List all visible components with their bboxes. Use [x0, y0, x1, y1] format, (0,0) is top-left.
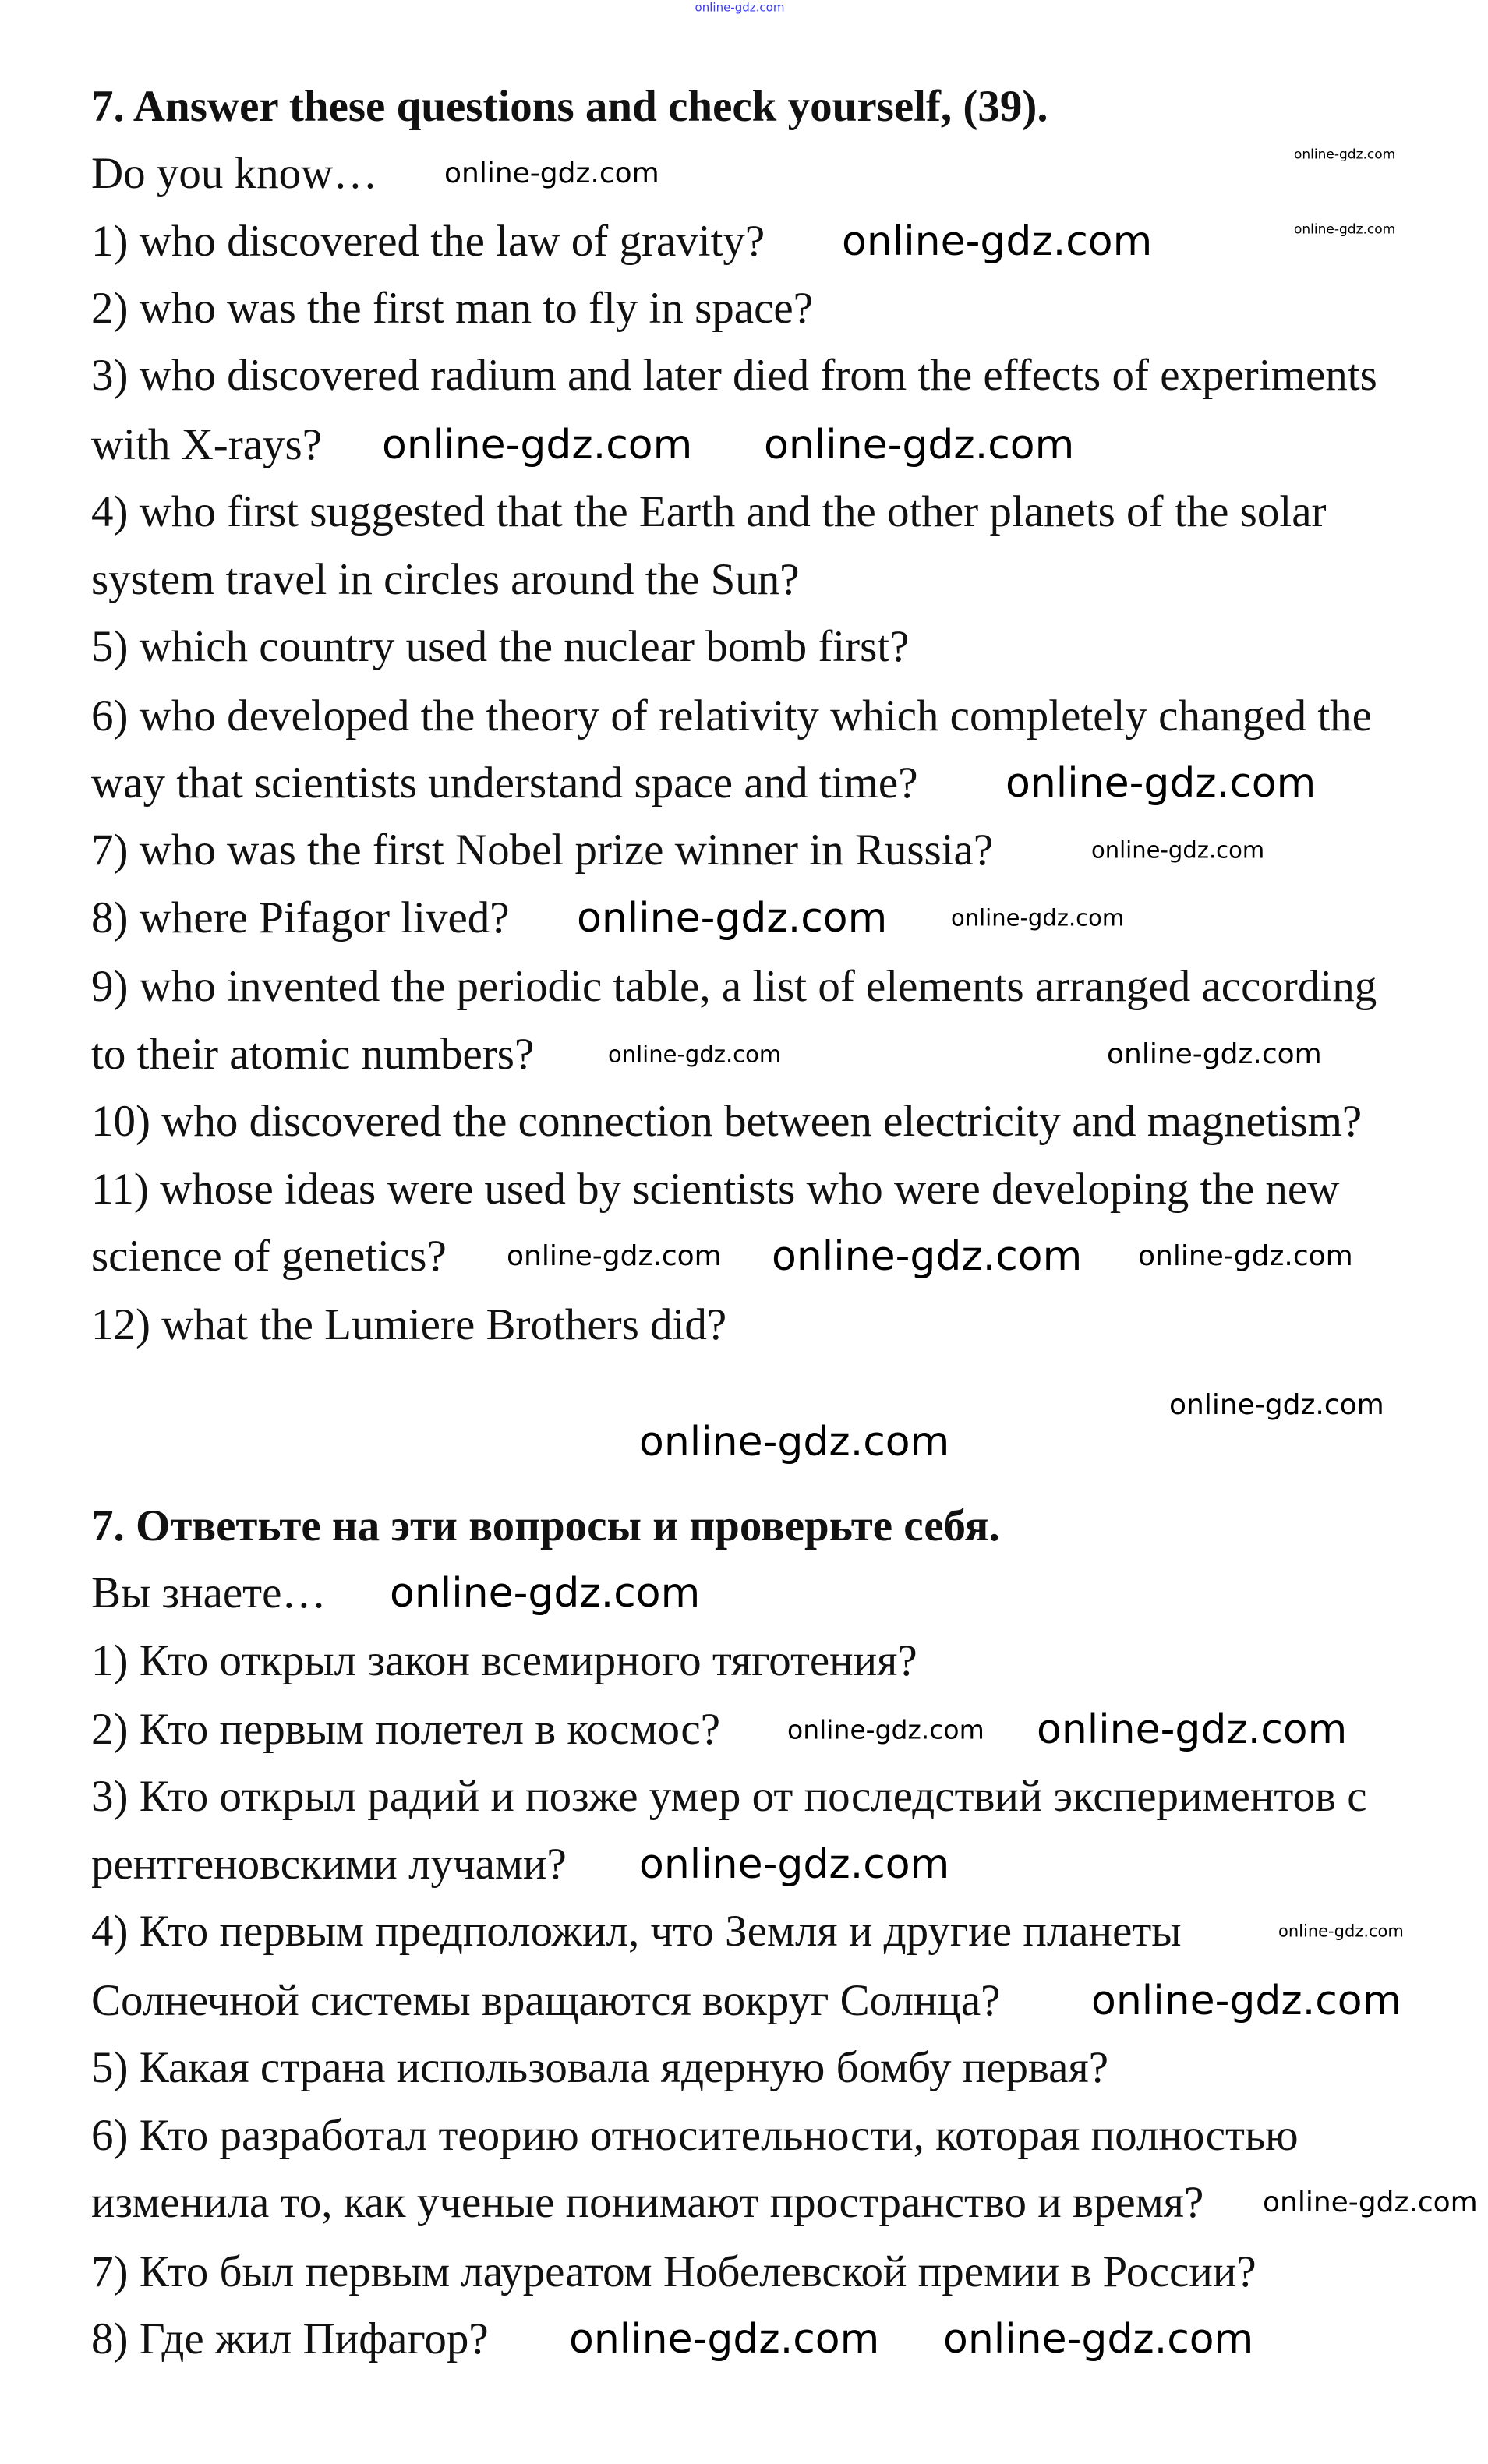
question-line-ru: Солнечной системы вращаются вокруг Солнца?	[91, 1976, 1001, 2025]
question-line: to their atomic numbers?	[91, 1030, 535, 1079]
question-line: 6) who developed the theory of relativity which completely changed the	[91, 691, 1372, 741]
question-line: 8) where Pifagor lived?	[91, 893, 510, 942]
question-line: 12) what the Lumiere Brothers did?	[91, 1300, 727, 1349]
watermark: online-gdz.com	[382, 422, 693, 468]
watermark: online-gdz.com	[1006, 760, 1317, 807]
watermark: online-gdz.com	[1138, 1240, 1353, 1272]
question-line: way that scientists understand space and time?	[91, 758, 918, 808]
watermark: online-gdz.com	[390, 1570, 701, 1617]
watermark: online-gdz.com	[444, 157, 659, 189]
question-line-ru: рентгеновскими лучами?	[91, 1840, 567, 1889]
watermark: online-gdz.com	[695, 0, 785, 15]
watermark: online-gdz.com	[1278, 1921, 1404, 1941]
question-line-ru: 1) Кто открыл закон всемирного тяготения?	[91, 1636, 917, 1685]
watermark: online-gdz.com	[1091, 836, 1265, 864]
watermark: online-gdz.com	[577, 895, 888, 942]
watermark: online-gdz.com	[639, 1419, 950, 1465]
question-line: 11) whose ideas were used by scientists who were developing the new	[91, 1165, 1340, 1214]
watermark: online-gdz.com	[569, 2316, 880, 2363]
question-line: with X-rays?	[91, 420, 322, 469]
question-line-ru: 2) Кто первым полетел в космос?	[91, 1705, 720, 1754]
watermark: online-gdz.com	[787, 1714, 984, 1745]
watermark: online-gdz.com	[1169, 1389, 1384, 1421]
question-line: 10) who discovered the connection between electricity and magnetism?	[91, 1097, 1363, 1146]
question-line-ru: 3) Кто открыл радий и позже умер от последствий экспериментов с	[91, 1772, 1367, 1821]
question-line: system travel in circles around the Sun?	[91, 555, 800, 604]
question-line: science of genetics?	[91, 1232, 447, 1281]
watermark: online-gdz.com	[951, 904, 1125, 932]
exercise-title: 7. Answer these questions and check yourself, (39).	[91, 82, 1048, 131]
intro-text: Do you know…	[91, 149, 378, 198]
watermark: online-gdz.com	[772, 1233, 1083, 1280]
question-line-ru: 4) Кто первым предположил, что Земля и другие планеты	[91, 1907, 1182, 1956]
question-line: 4) who first suggested that the Earth and the other planets of the solar	[91, 487, 1327, 536]
watermark: online-gdz.com	[1294, 147, 1396, 163]
watermark: online-gdz.com	[1037, 1706, 1348, 1753]
question-line: 3) who discovered radium and later died from the effects of experiments	[91, 351, 1377, 400]
question-line-ru: 7) Кто был первым лауреатом Нобелевской премии в России?	[91, 2247, 1256, 2296]
exercise-title-ru: 7. Ответьте на эти вопросы и проверьте себя.	[91, 1501, 1000, 1550]
question-line: 2) who was the first man to fly in space?	[91, 284, 813, 333]
watermark: online-gdz.com	[943, 2316, 1254, 2363]
question-line: 1) who discovered the law of gravity?	[91, 217, 765, 266]
watermark: online-gdz.com	[608, 1041, 782, 1068]
watermark: online-gdz.com	[764, 422, 1075, 468]
watermark: online-gdz.com	[507, 1240, 722, 1272]
watermark: online-gdz.com	[842, 218, 1153, 265]
watermark: online-gdz.com	[1091, 1978, 1402, 2024]
question-line: 7) who was the first Nobel prize winner in Russia?	[91, 825, 994, 875]
watermark: online-gdz.com	[1263, 2186, 1478, 2218]
watermark: online-gdz.com	[639, 1841, 950, 1888]
watermark: online-gdz.com	[1294, 221, 1396, 238]
question-line-ru: изменила то, как ученые понимают пространство и время?	[91, 2178, 1204, 2227]
question-line: 9) who invented the periodic table, a list of elements arranged according	[91, 962, 1377, 1011]
question-line-ru: 5) Какая страна использовала ядерную бомбу первая?	[91, 2043, 1108, 2092]
question-line-ru: 6) Кто разработал теорию относительности, которая полностью	[91, 2111, 1299, 2160]
question-line: 5) which country used the nuclear bomb first?	[91, 622, 910, 671]
question-line-ru: 8) Где жил Пифагор?	[91, 2314, 489, 2363]
intro-text-ru: Вы знаете…	[91, 1568, 327, 1617]
watermark: online-gdz.com	[1107, 1038, 1322, 1070]
